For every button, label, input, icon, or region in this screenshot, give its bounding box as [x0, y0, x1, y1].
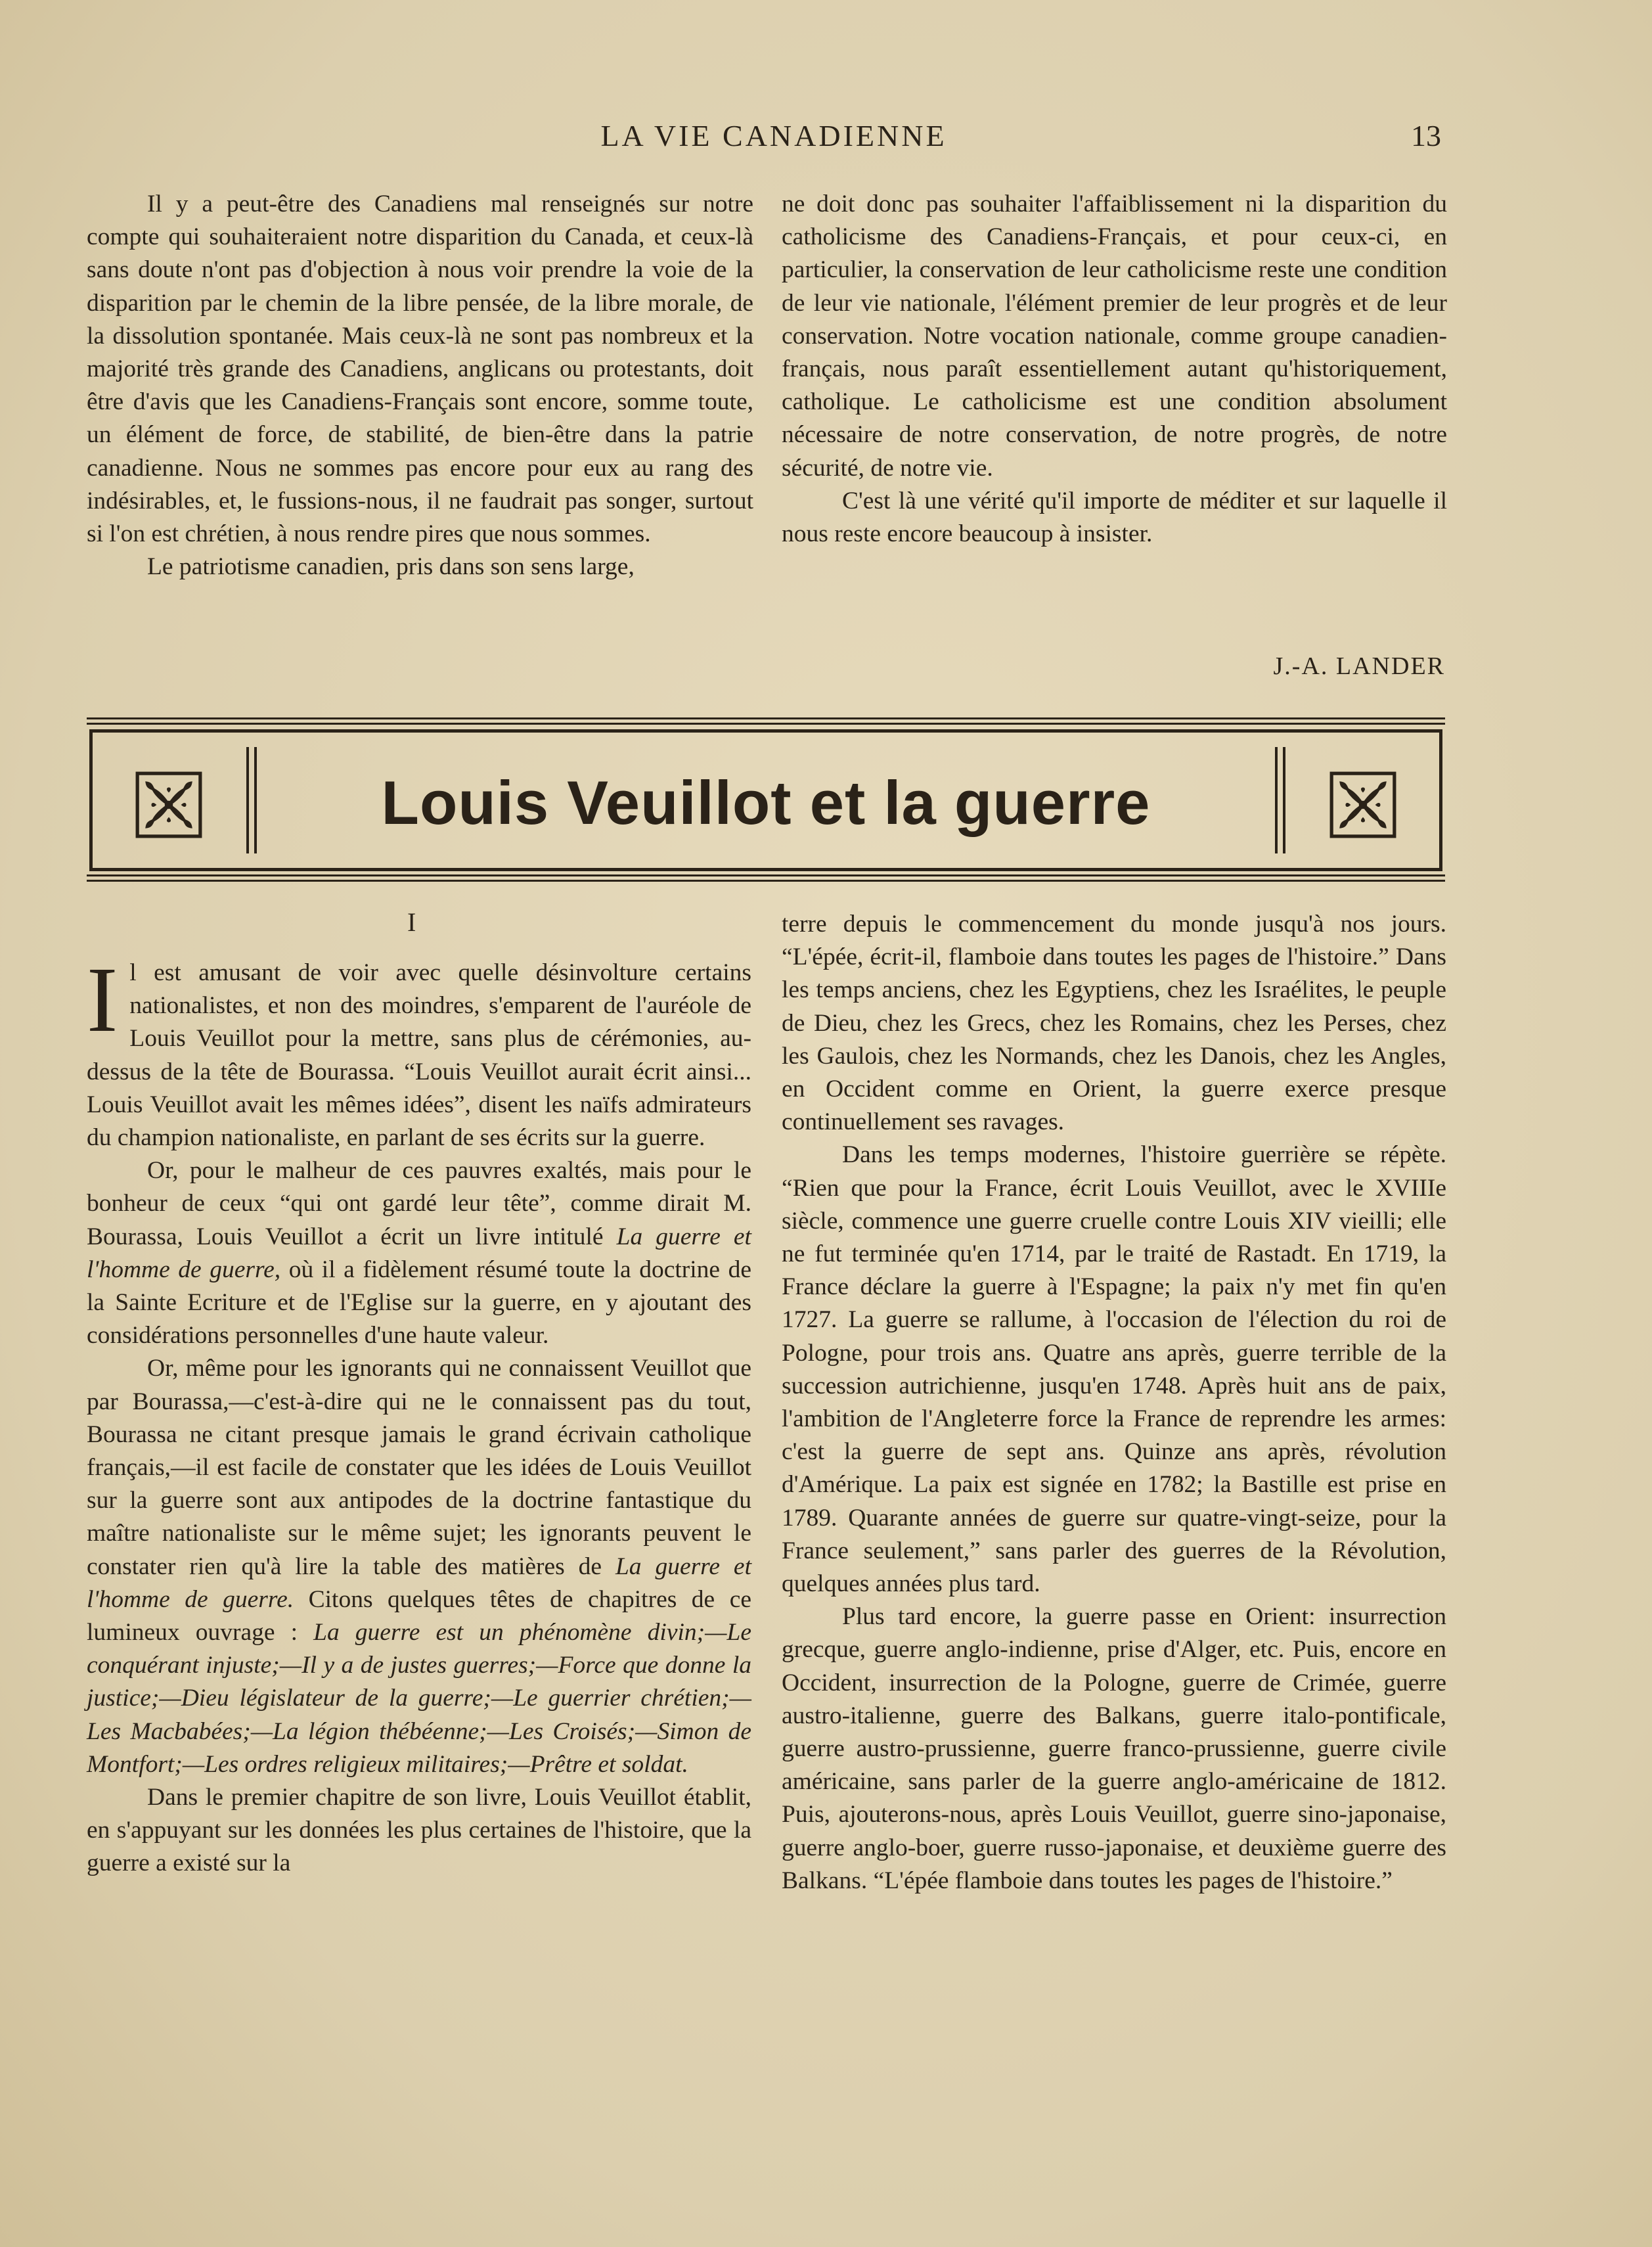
paragraph: Dans les temps modernes, l'histoire guerrière se répète. “Rien que pour la France, écrit Louis Veuillot, avec le XVIIIe siècle, commence une guerre cruelle contre Louis XIV vieilli; elle ne fut terminée qu'en 1714, par le traité de Rastadt. En 1719, la France déclare la guerre à l'Espagne; la paix n'y met fin qu'en 1727. La guerre se rallume, à l'occasion de l'élection du roi de Pologne, pour trois ans. Quatre ans après, guerre terrible de la succession autrichienne, jusqu'en 1748. Après huit ans de paix, l'ambition de l'Angleterre force la France de reprendre les armes: c'est la guerre de sept ans. Quinze ans après, révolution d'Amérique. La paix est signée en 1782; la Bastille est prise en 1789. Quarante années de guerre sur quatre-vingt-seize, pour la France seulement,” sans parler des guerres de la Révolution, quelques années plus tard. — [782, 1141, 1446, 1598]
running-head — [0, 118, 1652, 158]
author-signature: J.-A. LANDER — [1273, 652, 1445, 680]
text-run: où il a fidèlement résumé toute la doctrine de la Sainte Ecriture et de l'Eglise sur la guerre, en y ajoutant des considérations personnelles d'une haute valeur. — [87, 1256, 751, 1350]
page-number: 13 — [1411, 119, 1441, 152]
title-frame — [89, 729, 1442, 871]
divider — [246, 747, 249, 853]
paragraph — [87, 1154, 751, 1352]
running-title: LA VIE CANADIENNE — [600, 119, 947, 152]
rule — [87, 717, 1445, 719]
paragraph-text: l est amusant de voir avec quelle désinvolture certains nationalistes, et non des moindres, s'emparent de l'auréole de Louis Veuillot pour la mettre, sans plus de cérémonies, au-dessus de la tête de Bourassa. “Louis Veuillot aurait écrit ainsi... Louis Veuillot avait les mêmes idées”, disent les naïfs admirateurs du champion nationaliste, en parlant de ses écrits sur la guerre. — [87, 959, 751, 1152]
paragraph: Le patriotisme canadien, pris dans son sens large, — [147, 553, 635, 581]
prev-article-column-1 — [87, 188, 753, 583]
chapter-list: La guerre est un phénomène divin;—Le conquérant injuste;—Il y a de justes guerres;—Force que donne la justice;—Dieu législateur de la guerre;—Le guerrier chrétien;—Les Macbabées;—La légion thébéenne;—Les Croisés;—Simon de Montfort;—Les ordres religieux militaires;—Prêtre et soldat. — [87, 1619, 751, 1778]
rule — [87, 880, 1445, 882]
paragraph — [87, 1352, 751, 1781]
flower-ornament-icon — [1329, 771, 1397, 839]
article-title-box — [87, 717, 1445, 882]
text-run: Citons quelques têtes de chapitres de ce lumineux ouvrage : — [87, 1585, 751, 1646]
section-numeral: I — [407, 907, 416, 937]
book-title: La guerre et l'homme de guerre. — [87, 1553, 751, 1613]
text-run: Or, même pour les ignorants qui ne connaissent Veuillot que par Bourassa,—c'est-à-dire qui ne le connaissent pas du tout, Bourassa ne citant presque jamais le grand écrivain catholique français,—il est facile de constater que les idées de Louis Veuillot sur la guerre sont aux antipodes de la doctrine fantastique du maître nationaliste sur le même sujet; les ignorants peuvent le constater rien qu'à lire la table des matières de — [87, 1355, 751, 1580]
divider — [1275, 747, 1278, 853]
paragraph: ne doit donc pas souhaiter l'affaiblissement ni la disparition du catholicisme des Canadiens-Français, et pour ceux-ci, en particulier, la conservation de leur catholicisme reste une condition de leur vie nationale, l'élément premier de leur progrès et de leur conservation. Notre vocation nationale, comme groupe canadien-français, nous paraît essentiellement autant qu'historiquement, catholique. Le catholicisme est une condition absolument nécessaire de notre conservation, de notre progrès, de notre sécurité, de notre vie. — [782, 191, 1447, 482]
article-title: Louis Veuillot et la guerre — [381, 768, 1151, 837]
divider — [1283, 747, 1285, 853]
divider — [254, 747, 257, 853]
text-run: Or, pour le malheur de ces pauvres exaltés, mais pour le bonheur de ceux “qui ont gardé leur tête”, comme dirait M. Bourassa, Louis Veuillot a écrit un livre intitulé — [87, 1157, 751, 1250]
paragraph: C'est là une vérité qu'il importe de méditer et sur laquelle il nous reste encore beaucoup à insister. — [782, 487, 1447, 548]
prev-article-column-2 — [782, 188, 1447, 551]
rule — [87, 874, 1445, 876]
article-column-1 — [87, 947, 751, 1880]
article-column-2 — [782, 908, 1446, 1897]
paragraph: terre depuis le commencement du monde jusqu'à nos jours. “L'épée, écrit-il, flamboie dans toutes les pages de l'histoire.” Dans les temps anciens, chez les Egyptiens, chez les Israélites, le peuple de Dieu, chez les Grecs, chez les Romains, chez les Perses, chez les Gaulois, chez les Normands, chez les Danois, chez les Angles, en Occident comme en Orient, la guerre exerce presque continuellement ses ravages. — [782, 911, 1446, 1136]
paragraph: Il y a peut-être des Canadiens mal renseignés sur notre compte qui souhaiteraient notre disparition du Canada, et ceux-là sans doute n'ont pas d'objection à nous voir prendre la voie de la disparition par le chemin de la libre pensée, de la libre morale, de la dissolution spontanée. Mais ceux-là ne sont pas nombreux et la majorité très grande des Canadiens, anglicans ou protestants, doit être d'avis que les Canadiens-Français sont encore, somme toute, un élément de force, de stabilité, de bien-être dans la patrie canadienne. Nous ne sommes pas encore pour eux au rang des indésirables, et, le fussions-nous, il ne faudrait pas songer, surtout si l'on est chrétien, à nous rendre pires que nous sommes. — [87, 191, 753, 548]
drop-cap: I — [87, 947, 118, 1051]
paragraph: Dans le premier chapitre de son livre, Louis Veuillot établit, en s'appuyant sur les données les plus certaines de l'histoire, que la guerre a existé sur la — [87, 1784, 751, 1877]
flower-ornament-icon — [135, 771, 203, 839]
book-title: La guerre et l'homme de guerre, — [87, 1223, 751, 1283]
paragraph: Plus tard encore, la guerre passe en Orient: insurrection grecque, guerre anglo-indienne, prise d'Alger, etc. Puis, encore en Occident, insurrection de la Pologne, guerre de Crimée, guerre austro-italienne, guerre des Balkans, guerre italo-pontificale, guerre austro-prussienne, guerre franco-prussienne, guerre civile américaine, sans parler de la guerre anglo-américaine de 1812. Puis, ajouterons-nous, après Louis Veuillot, guerre sino-japonaise, guerre anglo-boer, guerre russo-japonaise, et deuxième guerre des Balkans. “L'épée flamboie dans toutes les pages de l'histoire.” — [782, 1603, 1446, 1894]
paragraph — [87, 947, 751, 1154]
rule — [87, 723, 1445, 725]
